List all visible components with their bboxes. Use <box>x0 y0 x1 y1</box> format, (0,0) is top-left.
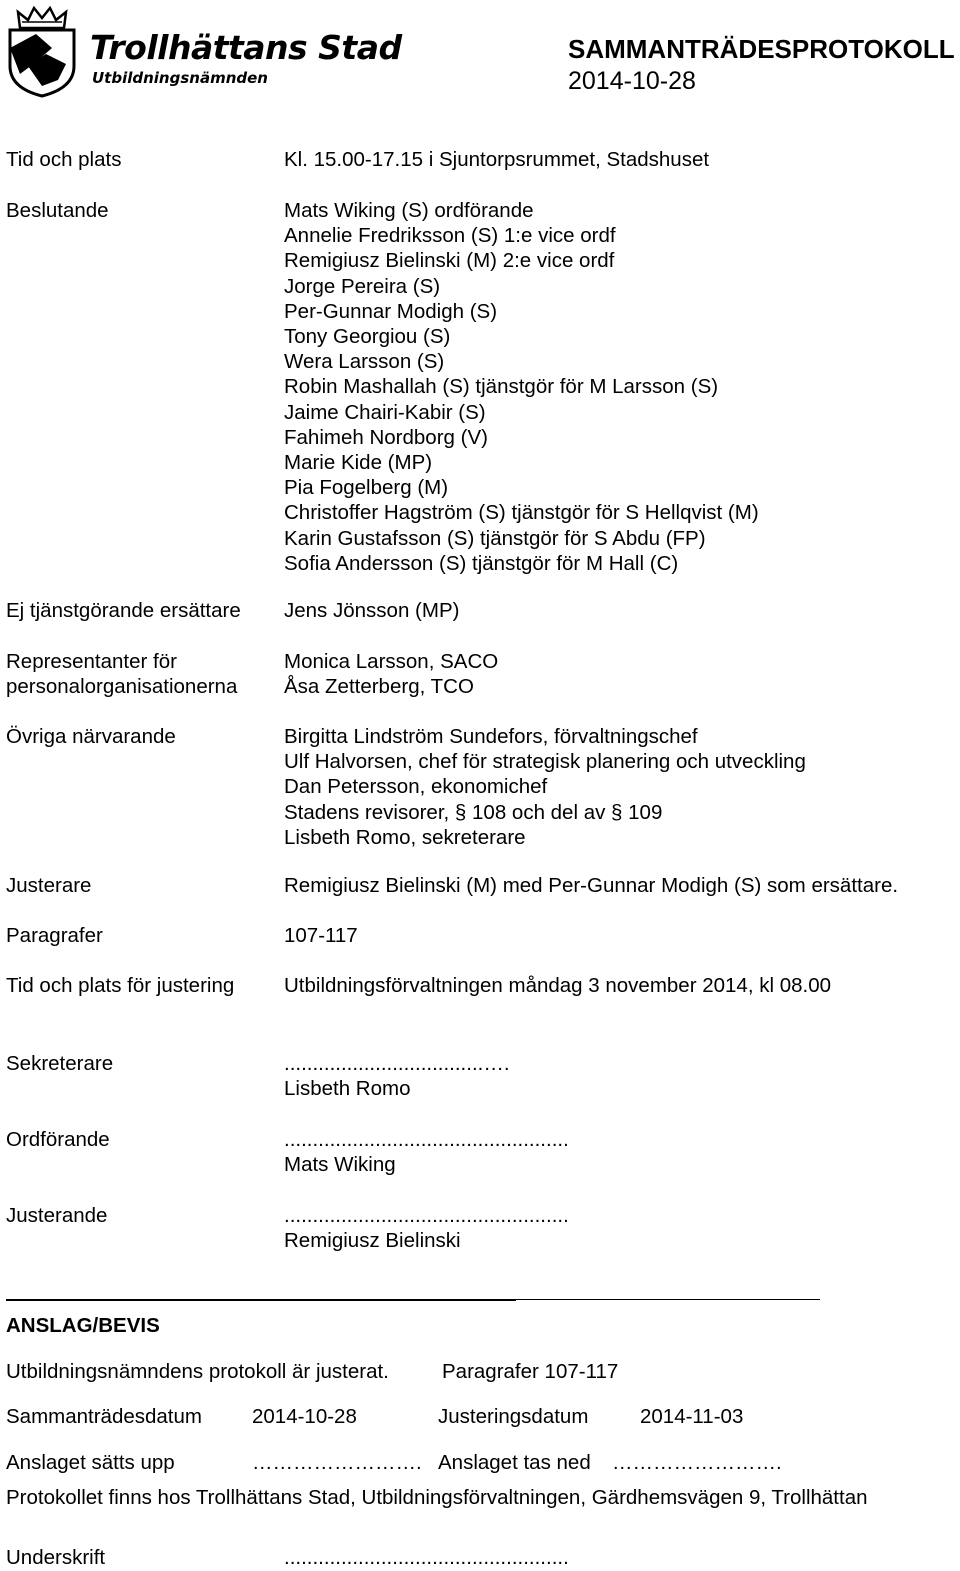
signature-line: .................................................. <box>284 1546 569 1569</box>
notice-adjusted-text: Utbildningsnämndens protokoll är justerat. <box>6 1360 389 1383</box>
list-item: Fahimeh Nordborg (V) <box>284 425 488 449</box>
time-place-value: Kl. 15.00-17.15 i Sjuntorpsrummet, Stadshuset <box>284 148 710 171</box>
divider-thick <box>6 1299 516 1301</box>
list-item: Dan Petersson, ekonomichef <box>284 775 548 799</box>
removed-label: Anslaget tas ned <box>438 1451 591 1474</box>
adjusting-signature <box>284 1203 569 1253</box>
list-item: Wera Larsson (S) <box>284 350 445 374</box>
removed-value: ……………………. <box>612 1451 782 1474</box>
secretary-label: Sekreterare <box>6 1052 114 1075</box>
others-list <box>284 724 806 850</box>
list-item: Åsa Zetterberg, TCO <box>284 675 474 699</box>
list-item: Tony Georgiou (S) <box>284 325 451 349</box>
paragraphs-value: 107-117 <box>284 924 358 947</box>
list-item: Ulf Halvorsen, chef för strategisk planering och utveckling <box>284 750 806 774</box>
list-item: Robin Mashallah (S) tjänstgör för M Larsson (S) <box>284 375 719 399</box>
signature-line: ...................................…. <box>284 1052 510 1075</box>
chairman-label: Ordförande <box>6 1128 110 1151</box>
time-place-label: Tid och plats <box>6 148 122 171</box>
list-item: Jorge Pereira (S) <box>284 274 441 298</box>
substitutes-value: Jens Jönsson (MP) <box>284 599 460 622</box>
decision-makers-list <box>284 198 759 576</box>
signature-name: Lisbeth Romo <box>284 1077 411 1101</box>
list-item: Karin Gustafsson (S) tjänstgör för S Abdu (FP) <box>284 526 706 550</box>
paragraphs-label: Paragrafer <box>6 924 103 947</box>
trollhattan-coat-of-arms-logo <box>6 4 78 98</box>
list-item: Lisbeth Romo, sekreterare <box>284 825 526 849</box>
org-name: Trollhättans Stad <box>90 28 402 67</box>
others-label: Övriga närvarande <box>6 725 176 748</box>
list-item: Jaime Chairi-Kabir (S) <box>284 400 486 424</box>
signature-label: Underskrift <box>6 1546 106 1569</box>
list-item: Remigiusz Bielinski (M) 2:e vice ordf <box>284 249 615 273</box>
adjust-date-label: Justeringsdatum <box>438 1405 589 1428</box>
posted-value: ……………………. <box>252 1451 422 1474</box>
adjust-date-value: 2014-11-03 <box>640 1405 744 1428</box>
list-item: Mats Wiking (S) ordförande <box>284 199 534 222</box>
protocol-location: Protokollet finns hos Trollhättans Stad, Utbildningsförvaltningen, Gärdhemsvägen 9, Trollhättan <box>6 1486 868 1509</box>
notice-paragraphs: Paragrafer 107-117 <box>442 1360 619 1383</box>
adjuster-label: Justerare <box>6 874 92 897</box>
decision-makers-label: Beslutande <box>6 199 109 222</box>
adjuster-value: Remigiusz Bielinski (M) med Per-Gunnar Modigh (S) som ersättare. <box>284 874 899 897</box>
reps-label-line1: Representanter för <box>6 650 177 673</box>
document-date: 2014-10-28 <box>568 67 696 95</box>
signature-name: Mats Wiking <box>284 1153 396 1177</box>
adjust-time-value: Utbildningsförvaltningen måndag 3 november 2014, kl 08.00 <box>284 974 832 997</box>
list-item: Sofia Andersson (S) tjänstgör för M Hall (C) <box>284 551 679 575</box>
list-item: Birgitta Lindström Sundefors, förvaltningschef <box>284 725 698 748</box>
reps-list <box>284 649 498 699</box>
chairman-signature <box>284 1127 569 1177</box>
list-item: Monica Larsson, SACO <box>284 650 499 673</box>
signature-line: .................................................. <box>284 1204 569 1227</box>
signature-name: Remigiusz Bielinski <box>284 1229 461 1253</box>
divider-thin <box>516 1299 820 1300</box>
posted-label: Anslaget sätts upp <box>6 1451 175 1474</box>
list-item: Per-Gunnar Modigh (S) <box>284 299 498 323</box>
signature-line: .................................................. <box>284 1128 569 1151</box>
list-item: Christoffer Hagström (S) tjänstgör för S Hellqvist (M) <box>284 501 759 525</box>
meeting-date-value: 2014-10-28 <box>252 1405 357 1428</box>
reps-label-line2: personalorganisationerna <box>6 675 238 698</box>
list-item: Pia Fogelberg (M) <box>284 476 449 500</box>
list-item: Annelie Fredriksson (S) 1:e vice ordf <box>284 224 616 248</box>
list-item: Stadens revisorer, § 108 och del av § 109 <box>284 800 663 824</box>
adjust-time-label: Tid och plats för justering <box>6 974 235 997</box>
substitutes-label: Ej tjänstgörande ersättare <box>6 599 241 622</box>
adjusting-label: Justerande <box>6 1204 108 1227</box>
document-type: SAMMANTRÄDESPROTOKOLL <box>568 34 955 64</box>
notice-heading: ANSLAG/BEVIS <box>6 1314 160 1337</box>
meeting-date-label: Sammanträdesdatum <box>6 1405 202 1428</box>
secretary-signature <box>284 1051 510 1101</box>
list-item: Marie Kide (MP) <box>284 451 433 475</box>
org-subtitle: Utbildningsnämnden <box>92 69 268 87</box>
